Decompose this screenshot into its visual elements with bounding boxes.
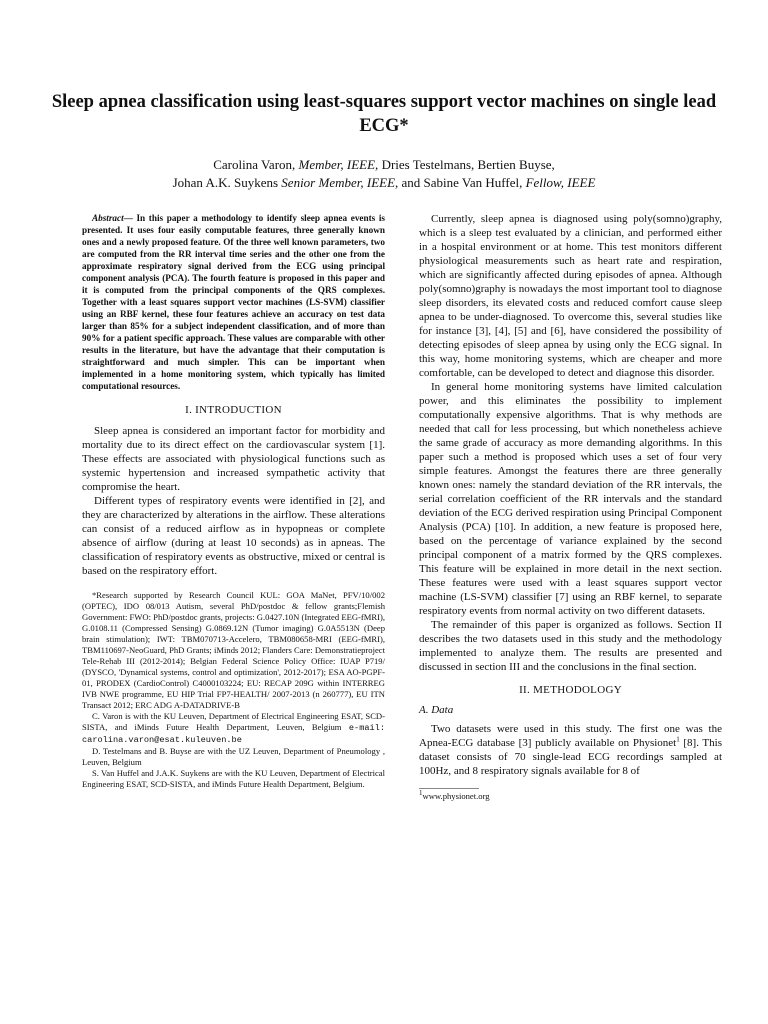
footnote-vanhuffel: S. Van Huffel and J.A.K. Suykens are with the KU Leuven, Department of Electrical Engineering ESAT, SCD-SISTA, and iMinds Future Health Department, Belgium. <box>82 768 385 789</box>
author-line-1 <box>40 156 728 174</box>
section-heading-methodology: II. METHODOLOGY <box>519 684 622 696</box>
right-paragraph-3: The remainder of this paper is organized as follows. Section II describes the two datasets used in this study and the methodology implemented to analyze them. The results are presented and discussed in section III and the conclusions in the final section. <box>419 619 722 673</box>
author-testelmans-buyse: Dries Testelmans, Bertien Buyse, <box>381 157 555 172</box>
author-line-2 <box>40 174 728 192</box>
footnote-marker-1: 1 <box>676 735 680 744</box>
footnote-physionet-mark: 1 <box>419 789 423 798</box>
footnote-testelmans: D. Testelmans and B. Buyse are with the UZ Leuven, Department of Pneumology , Leuven, Belgium <box>82 746 385 767</box>
author-vanhuffel: and Sabine Van Huffel, <box>401 175 523 190</box>
footnote-physionet-link[interactable]: www.physionet.org <box>422 791 490 801</box>
author-list <box>40 156 728 192</box>
footnote-varon-text: C. Varon is with the KU Leuven, Department of Electrical Engineering ESAT, SCD-SISTA, and iMinds Future Health Department, Leuven, Belgium <box>82 711 385 732</box>
author-suykens: Johan A.K. Suykens <box>172 175 279 190</box>
intro-paragraph-1: Sleep apnea is considered an important factor for morbidity and mortality due to its direct effect on the cardiovascular system [1]. These effects are associated with physiological functions such as systemic hypertension and increased sympathetic activity that compromise the heart. <box>82 425 385 493</box>
right-column <box>419 212 722 802</box>
intro-paragraph-2: Different types of respiratory events were identified in [2], and they are characterized by alterations in the airflow. These alterations can consist of a reduced airflow as in hypopneas or complete absence of airflow (during at least 10 seconds) as in apneas. The classification of respiratory events as obstructive, mixed or central is based on the respiratory effort. <box>82 495 385 577</box>
author-varon-role: Member, IEEE, <box>298 157 379 172</box>
abstract <box>82 212 385 392</box>
abstract-label: Abstract <box>92 213 124 223</box>
data-paragraph <box>419 722 722 778</box>
author-suykens-role: Senior Member, IEEE, <box>281 175 399 190</box>
data-paragraph-text-a: Two datasets were used in this study. The first one was the Apnea-ECG database [3] publicly available on Physionet <box>419 723 722 749</box>
paper-title: Sleep apnea classification using least-squares support vector machines on single lead ECG* <box>51 92 717 136</box>
left-column <box>82 212 385 790</box>
footnote-research-support: *Research supported by Research Council KUL: GOA MaNet, PFV/10/002 (OPTEC), IDO 08/013 Autism, several PhD/postdoc & fellow grants;Flemish Government: FWO: PhD/postdoc grants, projects: G.0427.10N (Integrated EEG-fMRI), G.0108.11 (Compressed Sensing) G.0869.12N (Tumor imaging) G.0A5513N (Deep brain stimulation); IWT: TBM070713-Accelero, TBM080658-MRI (EEG-fMRI), TBM110697-NeoGuard, PhD Grants; iMinds 2012; Flanders Care: Demonstratieproject Tele-Rehab III (2012-2014); Belgian Federal Science Policy Office: IUAP P719/ (DYSCO, 'Dynamical systems, control and optimization', 2012-2017); ESA AO-PGPF-01, PRODEX (CardioControl) C4000103224; EU: RECAP 209G within INTERREG IVB NWE programme, EU HIP Trial FP7-HEALTH/ 2007-2013 (n 260777), EU ITN Transact 2012; ERC ADG A-DATADRIVE-B <box>82 590 385 710</box>
footnotes <box>82 590 385 790</box>
footnote-divider <box>419 788 479 789</box>
abstract-text: In this paper a methodology to identify sleep apnea events is presented. It uses four easily computable features, three generally known ones and a newly proposed feature. Of the three well known parameters, two are computed from the RR interval time series and the other one from the approximate respiratory signal derived from the ECG using principal component analysis (PCA). The fourth feature is proposed in this paper and it is computed from the principal components of the QRS complexes. Together with a least squares support vector machines (LS-SVM) classifier using an RBF kernel, these four features achieve an accuracy on test data larger than 85% for a subject independent classification, and of more than 90% for a patient specific approach. These values are comparable with other results in the literature, but have the advantage that their computation is straightforward and much simpler. This can be important when implemented in a home monitoring system, which typically has limited computational resources. <box>82 213 385 391</box>
data-paragraph-text-b: [8]. This dataset consists of 70 single-lead ECG recordings sampled at 100Hz, and 8 respiratory signals available for 8 of <box>419 737 722 777</box>
footnote-varon <box>82 711 385 746</box>
footnote-email-link[interactable]: e-mail: carolina.varon@esat.kuleuven.be <box>82 723 385 745</box>
right-paragraph-1: Currently, sleep apnea is diagnosed using poly(somno)graphy, which is a sleep test evaluated by a clinician, and performed either in a hospital environment or at home. This test monitors different physiological measurements such as heart rate and respiration, which are significantly affected during episodes of apnea. Although poly(somno)graphy is nowadays the most important tool to diagnose sleep disorders, its elevated costs and reduced comfort cause sleep apnea to be under-diagnosed. To overcome this, several studies like for instance [3], [4], [5] and [6], have considered the possibility of detecting episodes of sleep apnea by using only the ECG signal. In this way, home monitoring systems, which are cheaper and more comfortable, can be developed to detect and diagnose this disorder. <box>419 213 722 379</box>
author-vanhuffel-role: Fellow, IEEE <box>525 175 596 190</box>
footnote-physionet <box>419 791 722 802</box>
abstract-dash: — <box>123 213 133 223</box>
right-paragraph-2: In general home monitoring systems have limited calculation power, and this eliminates the possibility to implement computationally expensive algorithms. That is why methods are needed that call for less processing, but which nonetheless achieve the same grade of accuracy as more demanding algorithms. In this paper such a method is proposed which uses a set of four very simple features. Amongst the features there are three generally known ones: namely the standard deviation of the RR intervals, the serial correlation coefficient of the RR intervals and the standard deviation of the ECG derived respiration using Principal Component Analysis (PCA) [10]. In addition, a new feature is proposed here, based on the percentage of variance explained by the second principal component of a matrix formed by the QRS complexes. This feature will be explained in more detail in the next section. These features were used with a least squares support vector machine (LS-SVM) classifier [7] using an RBF kernel, to separate respiratory events from normal activity on two different datasets. <box>419 381 722 617</box>
section-heading-introduction: I. INTRODUCTION <box>185 404 282 416</box>
author-varon: Carolina Varon, <box>213 157 296 172</box>
subsection-heading-data: A. Data <box>419 704 454 716</box>
